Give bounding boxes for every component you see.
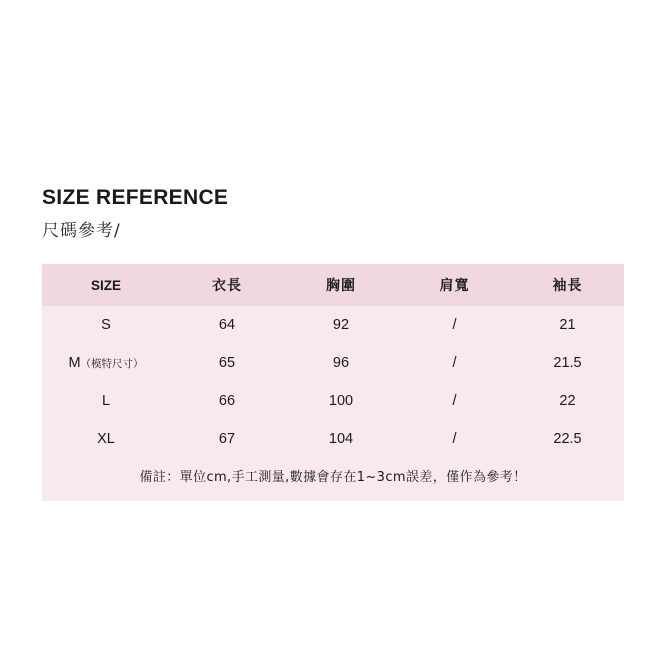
size-label: L <box>101 393 111 410</box>
table-footnote: 備註：單位cm,手工測量,數據會存在1~3cm誤差，僅作為參考！ <box>42 458 624 501</box>
cell-bust: 104 <box>328 431 354 448</box>
cell-shoulder: / <box>452 431 457 448</box>
cell-sleeve: 22 <box>559 393 576 410</box>
cell-length: 65 <box>218 355 236 372</box>
column-header-bust: 胸圍 <box>326 278 356 295</box>
table-row <box>42 344 624 382</box>
table-row <box>42 382 624 420</box>
column-header-size: SIZE <box>90 277 121 293</box>
column-header-length: 衣長 <box>212 278 242 295</box>
cell-length: 66 <box>218 393 236 410</box>
cell-size <box>42 306 170 344</box>
size-table <box>42 264 624 458</box>
cell-sleeve: 21 <box>559 317 576 334</box>
size-table-body <box>42 306 624 458</box>
size-label: XL <box>97 431 115 448</box>
page-title: SIZE REFERENCE <box>42 186 229 209</box>
cell-shoulder: / <box>452 393 457 410</box>
size-label: M <box>68 355 81 372</box>
cell-length: 67 <box>218 431 236 448</box>
column-header-sleeve: 袖長 <box>552 278 583 295</box>
cell-bust: 96 <box>332 355 350 372</box>
cell-bust: 92 <box>332 317 350 334</box>
page-subtitle: 尺碼參考/ <box>42 221 121 242</box>
cell-sleeve: 22.5 <box>553 431 582 448</box>
cell-shoulder: / <box>452 317 457 334</box>
cell-size <box>42 382 170 420</box>
table-row <box>42 420 624 458</box>
size-label: S <box>101 317 111 334</box>
column-header-shoulder: 肩寬 <box>439 278 470 295</box>
size-reference-content <box>42 185 624 501</box>
cell-size <box>42 420 170 458</box>
cell-size <box>42 344 170 382</box>
size-note: （模特尺寸） <box>80 358 144 371</box>
cell-sleeve: 21.5 <box>553 355 582 372</box>
cell-shoulder: / <box>452 355 457 372</box>
cell-length: 64 <box>218 317 236 334</box>
size-table-header <box>42 264 624 306</box>
table-header-row <box>42 264 624 306</box>
cell-bust: 100 <box>328 393 354 410</box>
table-row <box>42 306 624 344</box>
